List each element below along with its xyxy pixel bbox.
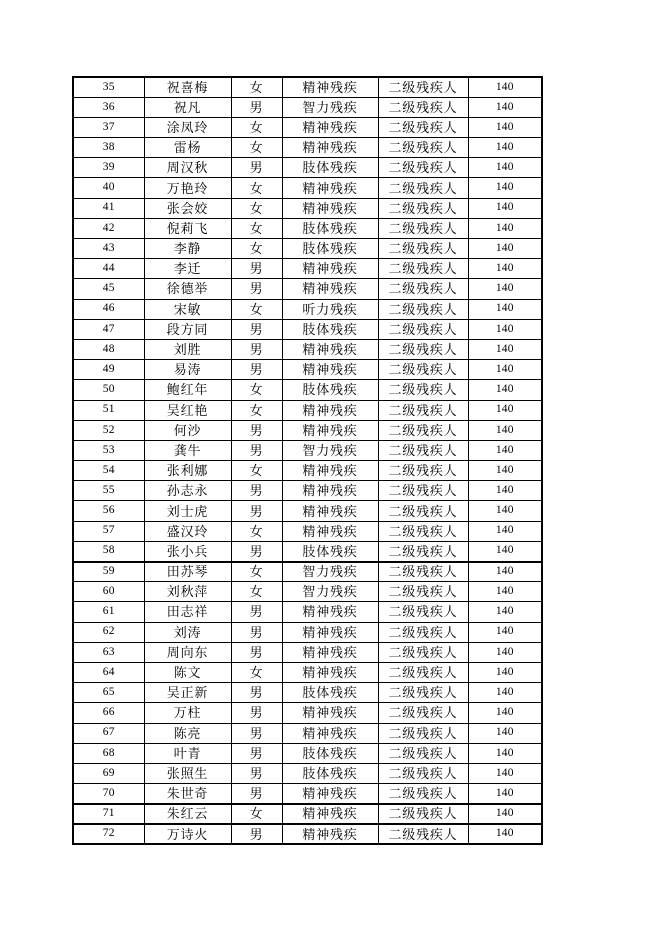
table-row[interactable] [73, 541, 542, 561]
cell-level: 二级残疾人 [378, 178, 468, 198]
cell-sex: 女 [231, 521, 282, 541]
cell-type: 精神残疾 [282, 703, 378, 723]
cell-level: 二级残疾人 [378, 602, 468, 622]
cell-name: 李静 [144, 239, 231, 259]
cell-index: 44 [73, 259, 144, 279]
cell-name: 陈文 [144, 662, 231, 682]
cell-index: 65 [73, 683, 144, 703]
cell-amount: 140 [468, 97, 542, 117]
table-row[interactable] [73, 602, 542, 622]
cell-amount: 140 [468, 622, 542, 642]
table-row[interactable] [73, 784, 542, 804]
cell-amount: 140 [468, 743, 542, 763]
cell-sex: 男 [231, 683, 282, 703]
cell-index: 51 [73, 400, 144, 420]
cell-level: 二级残疾人 [378, 622, 468, 642]
cell-amount: 140 [468, 259, 542, 279]
cell-sex: 男 [231, 440, 282, 460]
cell-name: 张利娜 [144, 461, 231, 481]
cell-type: 精神残疾 [282, 198, 378, 218]
cell-index: 46 [73, 299, 144, 319]
table-row[interactable] [73, 360, 542, 380]
cell-name: 陈亮 [144, 723, 231, 743]
cell-index: 69 [73, 763, 144, 783]
cell-sex: 女 [231, 380, 282, 400]
cell-type: 精神残疾 [282, 481, 378, 501]
cell-index: 71 [73, 804, 144, 824]
cell-name: 吴红艳 [144, 400, 231, 420]
cell-amount: 140 [468, 683, 542, 703]
cell-index: 48 [73, 339, 144, 359]
cell-level: 二级残疾人 [378, 481, 468, 501]
cell-amount: 140 [468, 461, 542, 481]
cell-sex: 女 [231, 461, 282, 481]
cell-amount: 140 [468, 562, 542, 582]
table-row[interactable] [73, 259, 542, 279]
cell-type: 精神残疾 [282, 622, 378, 642]
cell-level: 二级残疾人 [378, 440, 468, 460]
cell-amount: 140 [468, 339, 542, 359]
cell-level: 二级残疾人 [378, 360, 468, 380]
cell-type: 智力残疾 [282, 97, 378, 117]
cell-level: 二级残疾人 [378, 461, 468, 481]
table-row[interactable] [73, 440, 542, 460]
cell-level: 二级残疾人 [378, 299, 468, 319]
cell-type: 智力残疾 [282, 582, 378, 602]
cell-index: 61 [73, 602, 144, 622]
table-row[interactable] [73, 420, 542, 440]
cell-sex: 男 [231, 420, 282, 440]
table-row[interactable] [73, 763, 542, 783]
cell-amount: 140 [468, 380, 542, 400]
cell-level: 二级残疾人 [378, 259, 468, 279]
cell-name: 万柱 [144, 703, 231, 723]
cell-level: 二级残疾人 [378, 400, 468, 420]
cell-index: 50 [73, 380, 144, 400]
cell-sex: 女 [231, 582, 282, 602]
table-row[interactable] [73, 501, 542, 521]
cell-type: 肢体残疾 [282, 683, 378, 703]
cell-type: 肢体残疾 [282, 319, 378, 339]
cell-index: 39 [73, 158, 144, 178]
cell-amount: 140 [468, 481, 542, 501]
cell-type: 智力残疾 [282, 562, 378, 582]
cell-sex: 女 [231, 662, 282, 682]
cell-index: 53 [73, 440, 144, 460]
cell-level: 二级残疾人 [378, 541, 468, 561]
cell-level: 二级残疾人 [378, 279, 468, 299]
cell-sex: 男 [231, 622, 282, 642]
table-row[interactable] [73, 400, 542, 420]
cell-index: 56 [73, 501, 144, 521]
table-row[interactable] [73, 582, 542, 602]
cell-type: 精神残疾 [282, 117, 378, 137]
cell-type: 精神残疾 [282, 642, 378, 662]
cell-amount: 140 [468, 582, 542, 602]
cell-level: 二级残疾人 [378, 723, 468, 743]
cell-amount: 140 [468, 541, 542, 561]
cell-name: 周向东 [144, 642, 231, 662]
cell-index: 63 [73, 642, 144, 662]
cell-amount: 140 [468, 784, 542, 804]
cell-level: 二级残疾人 [378, 218, 468, 238]
cell-sex: 女 [231, 562, 282, 582]
cell-index: 66 [73, 703, 144, 723]
cell-amount: 140 [468, 763, 542, 783]
cell-sex: 男 [231, 339, 282, 359]
cell-type: 肢体残疾 [282, 743, 378, 763]
cell-name: 朱世奇 [144, 784, 231, 804]
table-row[interactable] [73, 743, 542, 763]
cell-name: 朱红云 [144, 804, 231, 824]
cell-type: 精神残疾 [282, 461, 378, 481]
table-row[interactable] [73, 481, 542, 501]
cell-index: 47 [73, 319, 144, 339]
cell-amount: 140 [468, 117, 542, 137]
cell-index: 55 [73, 481, 144, 501]
cell-level: 二级残疾人 [378, 420, 468, 440]
cell-sex: 男 [231, 97, 282, 117]
cell-name: 万诗火 [144, 824, 231, 844]
cell-sex: 男 [231, 279, 282, 299]
cell-amount: 140 [468, 824, 542, 844]
cell-name: 盛汉玲 [144, 521, 231, 541]
cell-sex: 女 [231, 117, 282, 137]
cell-name: 刘士虎 [144, 501, 231, 521]
table-row[interactable] [73, 117, 542, 137]
cell-amount: 140 [468, 239, 542, 259]
cell-amount: 140 [468, 279, 542, 299]
cell-type: 精神残疾 [282, 723, 378, 743]
cell-type: 精神残疾 [282, 178, 378, 198]
cell-level: 二级残疾人 [378, 804, 468, 824]
cell-type: 精神残疾 [282, 602, 378, 622]
cell-index: 42 [73, 218, 144, 238]
cell-name: 吴正新 [144, 683, 231, 703]
cell-name: 何沙 [144, 420, 231, 440]
cell-sex: 女 [231, 218, 282, 238]
cell-index: 38 [73, 138, 144, 158]
table-row[interactable] [73, 703, 542, 723]
cell-sex: 男 [231, 158, 282, 178]
cell-name: 段方同 [144, 319, 231, 339]
table-row[interactable] [73, 178, 542, 198]
cell-type: 肢体残疾 [282, 763, 378, 783]
table-row[interactable] [73, 279, 542, 299]
cell-level: 二级残疾人 [378, 501, 468, 521]
cell-level: 二级残疾人 [378, 158, 468, 178]
cell-sex: 女 [231, 400, 282, 420]
cell-index: 57 [73, 521, 144, 541]
cell-level: 二级残疾人 [378, 319, 468, 339]
cell-index: 62 [73, 622, 144, 642]
table-body [73, 77, 542, 844]
cell-amount: 140 [468, 723, 542, 743]
cell-name: 刘涛 [144, 622, 231, 642]
cell-name: 李迁 [144, 259, 231, 279]
cell-level: 二级残疾人 [378, 582, 468, 602]
cell-level: 二级残疾人 [378, 198, 468, 218]
cell-type: 精神残疾 [282, 784, 378, 804]
table-row[interactable] [73, 723, 542, 743]
cell-name: 田苏琴 [144, 562, 231, 582]
cell-amount: 140 [468, 158, 542, 178]
table-row[interactable] [73, 138, 542, 158]
cell-amount: 140 [468, 178, 542, 198]
cell-type: 精神残疾 [282, 138, 378, 158]
cell-name: 祝喜梅 [144, 77, 231, 97]
cell-sex: 女 [231, 299, 282, 319]
table-row[interactable] [73, 642, 542, 662]
cell-index: 40 [73, 178, 144, 198]
cell-amount: 140 [468, 440, 542, 460]
table-row[interactable] [73, 380, 542, 400]
cell-sex: 男 [231, 319, 282, 339]
table-row[interactable] [73, 299, 542, 319]
cell-type: 智力残疾 [282, 440, 378, 460]
table-row[interactable] [73, 239, 542, 259]
cell-amount: 140 [468, 662, 542, 682]
cell-sex: 女 [231, 178, 282, 198]
cell-amount: 140 [468, 400, 542, 420]
table-row[interactable] [73, 824, 542, 844]
table-row[interactable] [73, 97, 542, 117]
cell-type: 精神残疾 [282, 360, 378, 380]
cell-sex: 男 [231, 501, 282, 521]
cell-level: 二级残疾人 [378, 138, 468, 158]
cell-name: 叶青 [144, 743, 231, 763]
disability-subsidy-table [72, 76, 543, 845]
table-row[interactable] [73, 521, 542, 541]
cell-name: 孙志永 [144, 481, 231, 501]
cell-amount: 140 [468, 299, 542, 319]
cell-index: 45 [73, 279, 144, 299]
cell-amount: 140 [468, 198, 542, 218]
cell-name: 宋敏 [144, 299, 231, 319]
cell-name: 鲍红年 [144, 380, 231, 400]
cell-level: 二级残疾人 [378, 642, 468, 662]
cell-type: 精神残疾 [282, 420, 378, 440]
cell-type: 肢体残疾 [282, 158, 378, 178]
cell-type: 精神残疾 [282, 400, 378, 420]
cell-index: 54 [73, 461, 144, 481]
cell-level: 二级残疾人 [378, 662, 468, 682]
cell-amount: 140 [468, 420, 542, 440]
table-row[interactable] [73, 683, 542, 703]
cell-index: 52 [73, 420, 144, 440]
cell-sex: 女 [231, 198, 282, 218]
cell-index: 64 [73, 662, 144, 682]
cell-type: 精神残疾 [282, 279, 378, 299]
cell-type: 精神残疾 [282, 804, 378, 824]
cell-amount: 140 [468, 138, 542, 158]
cell-sex: 男 [231, 259, 282, 279]
cell-name: 万艳玲 [144, 178, 231, 198]
cell-amount: 140 [468, 804, 542, 824]
cell-name: 祝凡 [144, 97, 231, 117]
cell-level: 二级残疾人 [378, 239, 468, 259]
table-row[interactable] [73, 461, 542, 481]
cell-index: 35 [73, 77, 144, 97]
cell-name: 涂凤玲 [144, 117, 231, 137]
cell-index: 72 [73, 824, 144, 844]
table-row[interactable] [73, 158, 542, 178]
cell-level: 二级残疾人 [378, 97, 468, 117]
cell-amount: 140 [468, 77, 542, 97]
cell-sex: 男 [231, 763, 282, 783]
cell-sex: 女 [231, 239, 282, 259]
cell-type: 精神残疾 [282, 77, 378, 97]
cell-index: 36 [73, 97, 144, 117]
cell-name: 田志祥 [144, 602, 231, 622]
cell-level: 二级残疾人 [378, 784, 468, 804]
cell-type: 精神残疾 [282, 824, 378, 844]
cell-name: 张会姣 [144, 198, 231, 218]
cell-sex: 男 [231, 360, 282, 380]
cell-sex: 男 [231, 824, 282, 844]
cell-level: 二级残疾人 [378, 763, 468, 783]
cell-name: 张照生 [144, 763, 231, 783]
cell-name: 雷杨 [144, 138, 231, 158]
cell-name: 徐德举 [144, 279, 231, 299]
cell-sex: 男 [231, 723, 282, 743]
cell-sex: 女 [231, 138, 282, 158]
table-row[interactable] [73, 339, 542, 359]
cell-level: 二级残疾人 [378, 380, 468, 400]
table-row[interactable] [73, 804, 542, 824]
cell-level: 二级残疾人 [378, 703, 468, 723]
cell-name: 龚牛 [144, 440, 231, 460]
cell-name: 刘秋萍 [144, 582, 231, 602]
table-row[interactable] [73, 319, 542, 339]
cell-sex: 男 [231, 784, 282, 804]
cell-index: 37 [73, 117, 144, 137]
cell-sex: 男 [231, 602, 282, 622]
cell-amount: 140 [468, 319, 542, 339]
cell-sex: 男 [231, 703, 282, 723]
cell-amount: 140 [468, 218, 542, 238]
cell-type: 精神残疾 [282, 662, 378, 682]
cell-index: 59 [73, 562, 144, 582]
table-row[interactable] [73, 622, 542, 642]
cell-type: 听力残疾 [282, 299, 378, 319]
cell-sex: 女 [231, 804, 282, 824]
cell-sex: 女 [231, 77, 282, 97]
cell-level: 二级残疾人 [378, 521, 468, 541]
cell-amount: 140 [468, 602, 542, 622]
cell-type: 肢体残疾 [282, 380, 378, 400]
cell-type: 精神残疾 [282, 521, 378, 541]
cell-index: 67 [73, 723, 144, 743]
table-row[interactable] [73, 662, 542, 682]
cell-index: 58 [73, 541, 144, 561]
cell-level: 二级残疾人 [378, 117, 468, 137]
cell-level: 二级残疾人 [378, 683, 468, 703]
cell-amount: 140 [468, 642, 542, 662]
cell-type: 精神残疾 [282, 501, 378, 521]
cell-sex: 男 [231, 743, 282, 763]
cell-amount: 140 [468, 501, 542, 521]
cell-level: 二级残疾人 [378, 824, 468, 844]
cell-level: 二级残疾人 [378, 743, 468, 763]
table-row[interactable] [73, 218, 542, 238]
cell-level: 二级残疾人 [378, 339, 468, 359]
cell-name: 张小兵 [144, 541, 231, 561]
table-row[interactable] [73, 562, 542, 582]
cell-level: 二级残疾人 [378, 562, 468, 582]
cell-type: 精神残疾 [282, 339, 378, 359]
cell-type: 肢体残疾 [282, 541, 378, 561]
table-row[interactable] [73, 198, 542, 218]
cell-name: 易涛 [144, 360, 231, 380]
cell-type: 精神残疾 [282, 259, 378, 279]
cell-name: 倪莉飞 [144, 218, 231, 238]
cell-sex: 男 [231, 481, 282, 501]
cell-type: 肢体残疾 [282, 218, 378, 238]
cell-name: 刘胜 [144, 339, 231, 359]
cell-index: 43 [73, 239, 144, 259]
cell-sex: 男 [231, 541, 282, 561]
cell-type: 肢体残疾 [282, 239, 378, 259]
cell-index: 70 [73, 784, 144, 804]
cell-name: 周汉秋 [144, 158, 231, 178]
cell-amount: 140 [468, 521, 542, 541]
cell-level: 二级残疾人 [378, 77, 468, 97]
cell-index: 41 [73, 198, 144, 218]
cell-index: 49 [73, 360, 144, 380]
cell-amount: 140 [468, 703, 542, 723]
cell-index: 60 [73, 582, 144, 602]
cell-index: 68 [73, 743, 144, 763]
cell-amount: 140 [468, 360, 542, 380]
cell-sex: 男 [231, 642, 282, 662]
table-row[interactable] [73, 77, 542, 97]
